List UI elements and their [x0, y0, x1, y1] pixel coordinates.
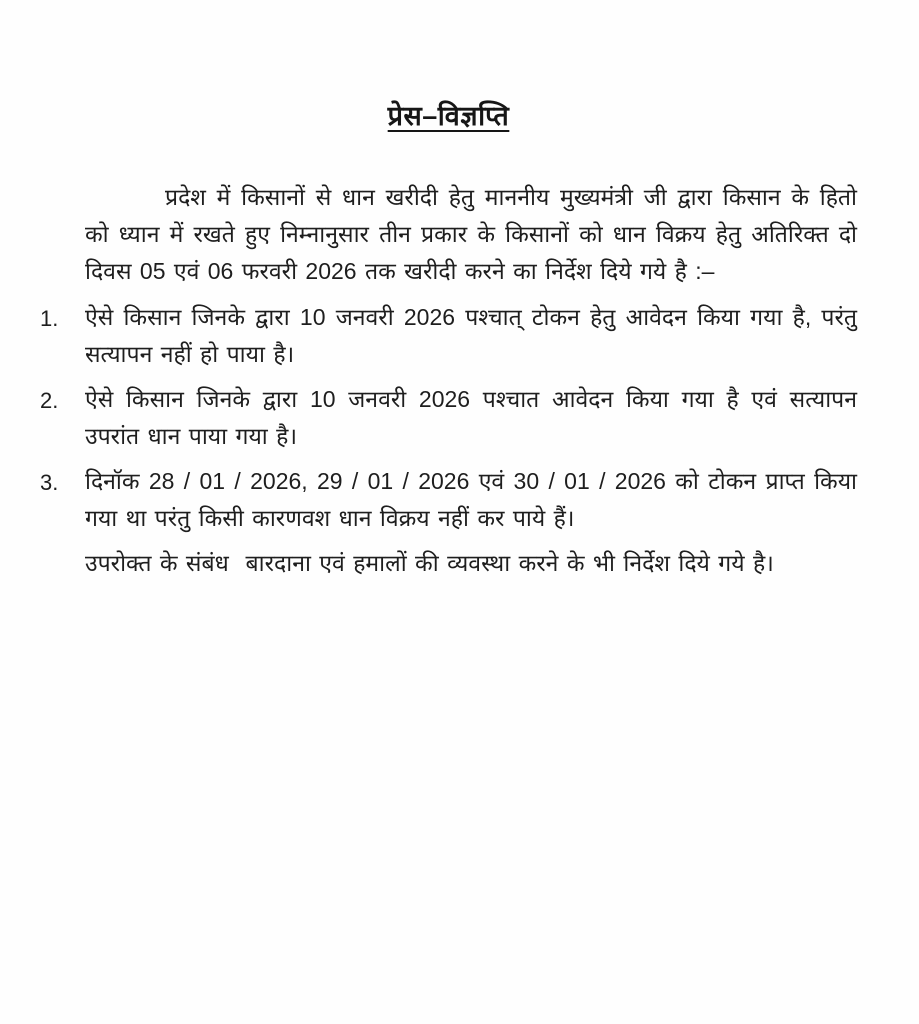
closing-paragraph: उपरोक्त के संबंध बारदाना एवं हमालों की व्यवस्था करने के भी निर्देश दिये गये है।: [85, 550, 774, 576]
list-item: [40, 299, 857, 373]
list-item-number: 3.: [40, 470, 59, 495]
list-item-number: 1.: [40, 306, 59, 331]
list-item: [40, 463, 857, 537]
list-item-text: ऐसे किसान जिनके द्वारा 10 जनवरी 2026 पश्चात आवेदन किया गया है एवं सत्यापन उपरांत धान पाया गया है।: [85, 386, 857, 449]
list-item-number: 2.: [40, 388, 59, 413]
page-title: प्रेस–विज्ञप्ति: [387, 101, 510, 131]
list-item-text: दिनॉक 28 / 01 / 2026, 29 / 01 / 2026 एवं 30 / 01 / 2026 को टोकन प्राप्त किया गया था परंतु किसी कारणवश धान विक्रय नहीं कर पाये हैं।: [85, 468, 857, 531]
list-item-text: ऐसे किसान जिनके द्वारा 10 जनवरी 2026 पश्चात् टोकन हेतु आवेदन किया गया है, परंतु सत्यापन नहीं हो पाया है।: [85, 304, 857, 367]
numbered-list: [40, 299, 857, 537]
intro-paragraph: प्रदेश में किसानों से धान खरीदी हेतु माननीय मुख्यमंत्री जी द्वारा किसान के हितो को ध्यान में रखते हुए निम्नानुसार तीन प्रकार के किसानों को धान विक्रय हेतु अतिरिक्त दो दिवस 05 एवं 06 फरवरी 2026 तक खरीदी करने का निर्देश दिये गये है :–: [85, 184, 857, 284]
list-item: [40, 381, 857, 455]
